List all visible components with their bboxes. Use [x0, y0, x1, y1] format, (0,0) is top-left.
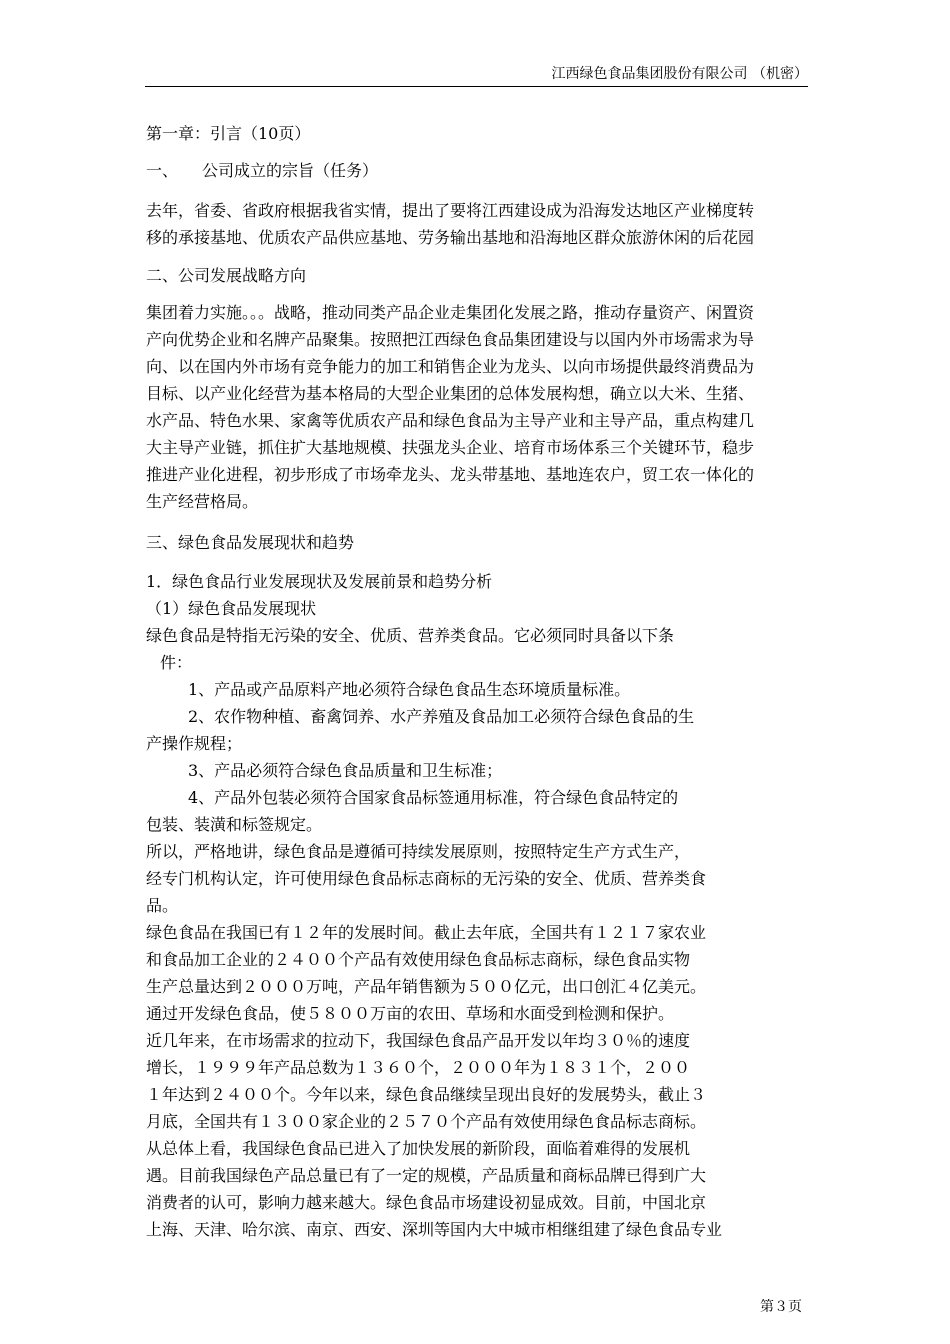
- paragraph-line: 集团着力实施。。。战略，推动同类产品企业走集团化发展之路，推动存量资产、闲置资: [146, 303, 755, 322]
- condition-item: 3、产品必须符合绿色食品质量和卫生标准；: [188, 761, 503, 780]
- history-paragraph: [146, 919, 816, 1027]
- document-body: [146, 120, 816, 1243]
- paragraph-line: 生产经营格局。: [146, 492, 259, 511]
- summary-paragraph: [146, 838, 816, 919]
- section-1-title: 一、 公司成立的宗旨（任务）: [146, 161, 379, 180]
- overall-paragraph: [146, 1135, 816, 1243]
- paragraph-line: １年达到２４００个。今年以来，绿色食品继续呈现出良好的发展势头，截止３: [146, 1085, 707, 1104]
- chapter-title: 第一章：引言（10页）: [146, 124, 311, 143]
- definition-paragraph: [146, 622, 816, 676]
- page-number: 第３页: [760, 1299, 802, 1315]
- paragraph-line: 目标、以产业化经营为基本格局的大型企业集团的总体发展构想，确立以大米、生猪、: [146, 384, 755, 403]
- subsection-1-title: 1．绿色食品行业发展现状及发展前景和趋势分析: [146, 572, 493, 591]
- conditions-list: [146, 676, 816, 838]
- paragraph-line: 水产品、特色水果、家禽等优质农产品和绿色食品为主导产业和主导产品，重点构建几: [146, 411, 755, 430]
- condition-item: 1、产品或产品原料产地必须符合绿色食品生态环境质量标准。: [188, 680, 631, 699]
- paragraph-line: 推进产业化进程，初步形成了市场牵龙头、龙头带基地、基地连农户，贸工农一体化的: [146, 465, 755, 484]
- condition-item: 4、产品外包装必须符合国家食品标签通用标准，符合绿色食品特定的: [188, 788, 679, 807]
- paragraph-line: 月底，全国共有１３００家企业的２５７０个产品有效使用绿色食品标志商标。: [146, 1112, 707, 1131]
- condition-item-continuation: 产操作规程；: [146, 734, 243, 753]
- condition-item: 2、农作物种植、畜禽饲养、水产养殖及食品加工必须符合绿色食品的生: [188, 707, 695, 726]
- paragraph-line: 近几年来，在市场需求的拉动下，我国绿色食品产品开发以年均３０％的速度: [146, 1031, 691, 1050]
- paragraph-line: 上海、天津、哈尔滨、南京、西安、深圳等国内大中城市相继组建了绿色食品专业: [146, 1220, 723, 1239]
- paragraph-line: 遇。目前我国绿色产品总量已有了一定的规模，产品质量和商标品牌已得到广大: [146, 1166, 707, 1185]
- page-header: [145, 64, 808, 87]
- section-3-title: 三、绿色食品发展现状和趋势: [146, 533, 355, 552]
- paragraph-line: 所以，严格地讲，绿色食品是遵循可持续发展原则，按照特定生产方式生产，: [146, 842, 691, 861]
- condition-item-continuation: 包装、装潢和标签规定。: [146, 815, 323, 834]
- paragraph-line: 经专门机构认定，许可使用绿色食品标志商标的无污染的安全、优质、营养类食: [146, 869, 707, 888]
- section-2-title: 二、公司发展战略方向: [146, 266, 307, 285]
- paragraph-line: 绿色食品在我国已有１２年的发展时间。截止去年底，全国共有１２１７家农业: [146, 923, 707, 942]
- paragraph-line: 绿色食品是特指无污染的安全、优质、营养类食品。它必须同时具备以下条: [146, 626, 675, 645]
- paragraph-line: 品。: [146, 896, 179, 915]
- paragraph-line: 从总体上看，我国绿色食品已进入了加快发展的新阶段，面临着难得的发展机: [146, 1139, 691, 1158]
- section-2-paragraph: [146, 299, 816, 515]
- paragraph-line: 和食品加工企业的２４００个产品有效使用绿色食品标志商标，绿色食品实物: [146, 950, 691, 969]
- growth-paragraph: [146, 1027, 816, 1135]
- paragraph-line: 产向优势企业和名牌产品聚集。按照把江西绿色食品集团建设与以国内外市场需求为导: [146, 330, 755, 349]
- header-company-confidential: 江西绿色食品集团股份有限公司 （机密）: [551, 66, 808, 82]
- section-1-paragraph-line-2: 移的承接基地、优质农产品供应基地、劳务输出基地和沿海地区群众旅游休闲的后花园: [146, 228, 755, 247]
- section-1-paragraph-line-1: 去年，省委、省政府根据我省实情，提出了要将江西建设成为沿海发达地区产业梯度转: [146, 201, 755, 220]
- paragraph-line: 增长，１９９９年产品总数为１３６０个，２０００年为１８３１个，２００: [146, 1058, 691, 1077]
- paragraph-line: 件：: [160, 653, 193, 672]
- paragraph-line: 生产总量达到２０００万吨，产品年销售额为５００亿元，出口创汇４亿美元。: [146, 977, 707, 996]
- paragraph-line: 大主导产业链，抓住扩大基地规模、扶强龙头企业、培育市场体系三个关键环节，稳步: [146, 438, 755, 457]
- paragraph-line: 消费者的认可，影响力越来越大。绿色食品市场建设初显成效。目前，中国北京: [146, 1193, 707, 1212]
- paragraph-line: 通过开发绿色食品，使５８００万亩的农田、草场和水面受到检测和保护。: [146, 1004, 675, 1023]
- subsection-1-1-title: （1）绿色食品发展现状: [146, 599, 317, 618]
- paragraph-line: 向、以在国内外市场有竞争能力的加工和销售企业为龙头、以向市场提供最终消费品为: [146, 357, 755, 376]
